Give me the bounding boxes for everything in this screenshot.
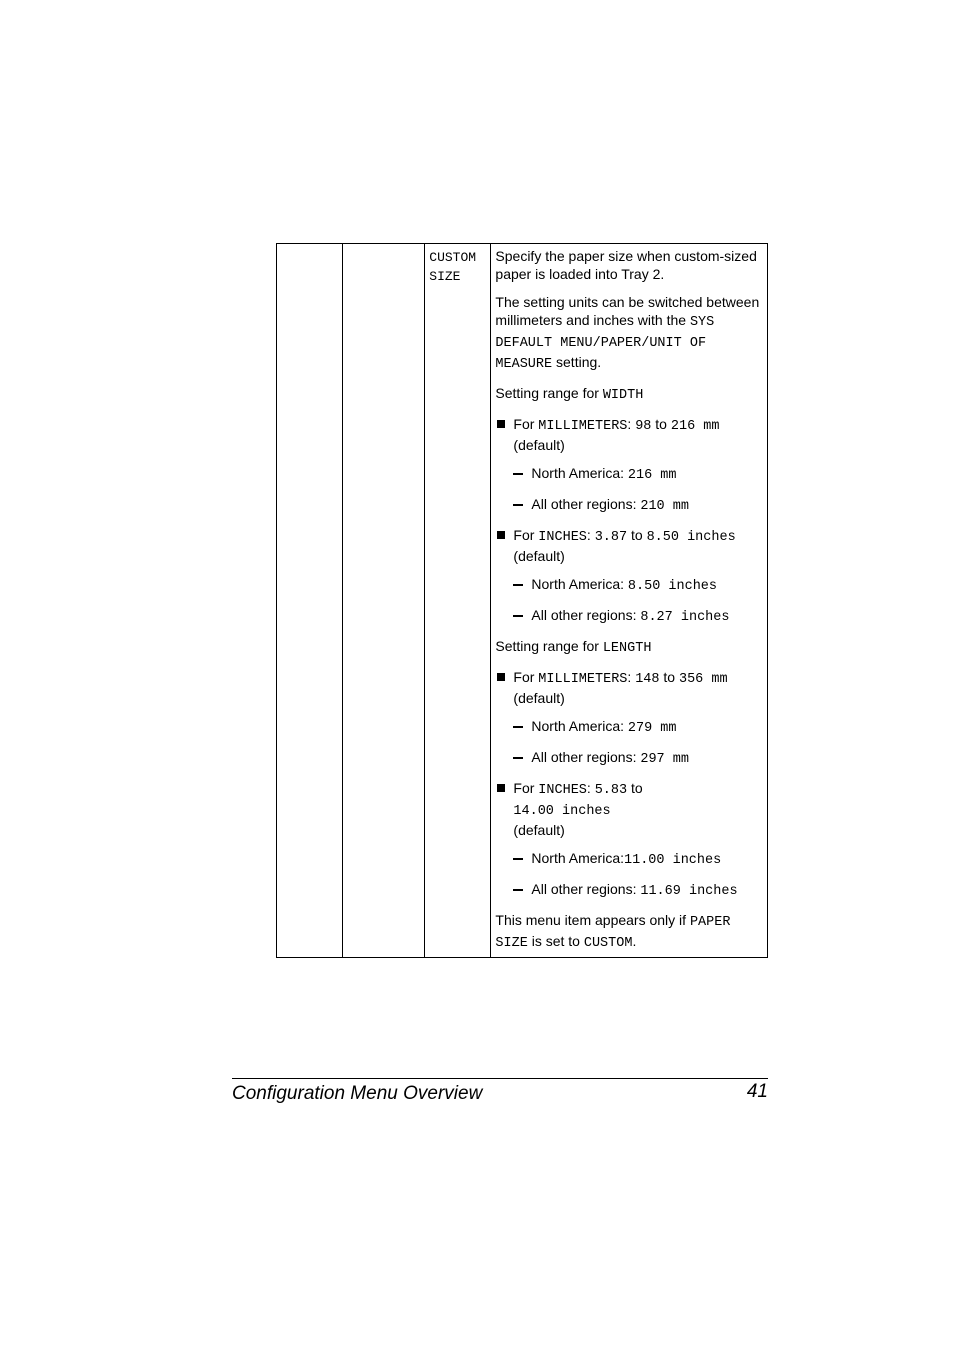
square-bullet-icon <box>497 420 505 428</box>
menu-table <box>276 243 768 958</box>
square-bullet-icon <box>497 531 505 539</box>
list-item: North America:11.00 inches <box>495 849 765 870</box>
dash-bullet-icon <box>513 504 523 506</box>
list-item: For MILLIMETERS: 98 to 216 mm (default) <box>495 415 765 454</box>
description-cell <box>491 244 768 958</box>
appears-note: This menu item appears only if PAPER SIZE is set to CUSTOM. <box>495 912 731 951</box>
menu-item-cell <box>425 244 491 958</box>
dash-bullet-icon <box>513 615 523 617</box>
units-note: The setting units can be switched between millimeters and inches with the SYS DEFAULT MENU/PAPER/UNIT OF MEASURE setting. <box>495 294 760 372</box>
footer-title: Configuration Menu Overview <box>232 1083 483 1104</box>
dash-bullet-icon <box>513 757 523 759</box>
list-item: For INCHES: 3.87 to 8.50 inches (default) <box>495 526 765 565</box>
menu-item-name-line-1: CUSTOM <box>429 250 477 265</box>
square-bullet-icon <box>497 673 505 681</box>
list-item: All other regions: 210 mm <box>495 495 765 516</box>
menu-cell-empty-2 <box>343 244 425 958</box>
list-item: North America: 216 mm <box>495 464 765 485</box>
units-path: SYS DEFAULT MENU/PAPER/UNIT OF MEASURE <box>495 315 715 372</box>
page-number: 41 <box>746 1081 768 1102</box>
list-item: All other regions: 11.69 inches <box>495 880 765 901</box>
list-item: North America: 8.50 inches <box>495 575 765 596</box>
square-bullet-icon <box>497 784 505 792</box>
table-row <box>277 244 768 958</box>
menu-cell-empty-1 <box>277 244 343 958</box>
dash-bullet-icon <box>513 889 523 891</box>
footer-divider <box>232 1078 768 1079</box>
intro-text: Specify the paper size when custom-sized paper is loaded into Tray 2. <box>495 248 757 282</box>
list-item: For MILLIMETERS: 148 to 356 mm (default) <box>495 668 765 707</box>
list-item: All other regions: 8.27 inches <box>495 606 765 627</box>
list-item: North America: 279 mm <box>495 717 765 738</box>
dash-bullet-icon <box>513 473 523 475</box>
length-heading: Setting range for LENGTH <box>495 638 652 656</box>
list-item: All other regions: 297 mm <box>495 748 765 769</box>
dash-bullet-icon <box>513 584 523 586</box>
width-heading: Setting range for WIDTH <box>495 385 644 403</box>
menu-item-name-line-2: SIZE <box>429 269 461 284</box>
dash-bullet-icon <box>513 726 523 728</box>
list-item: For INCHES: 5.83 to 14.00 inches (default) <box>495 779 765 839</box>
dash-bullet-icon <box>513 858 523 860</box>
